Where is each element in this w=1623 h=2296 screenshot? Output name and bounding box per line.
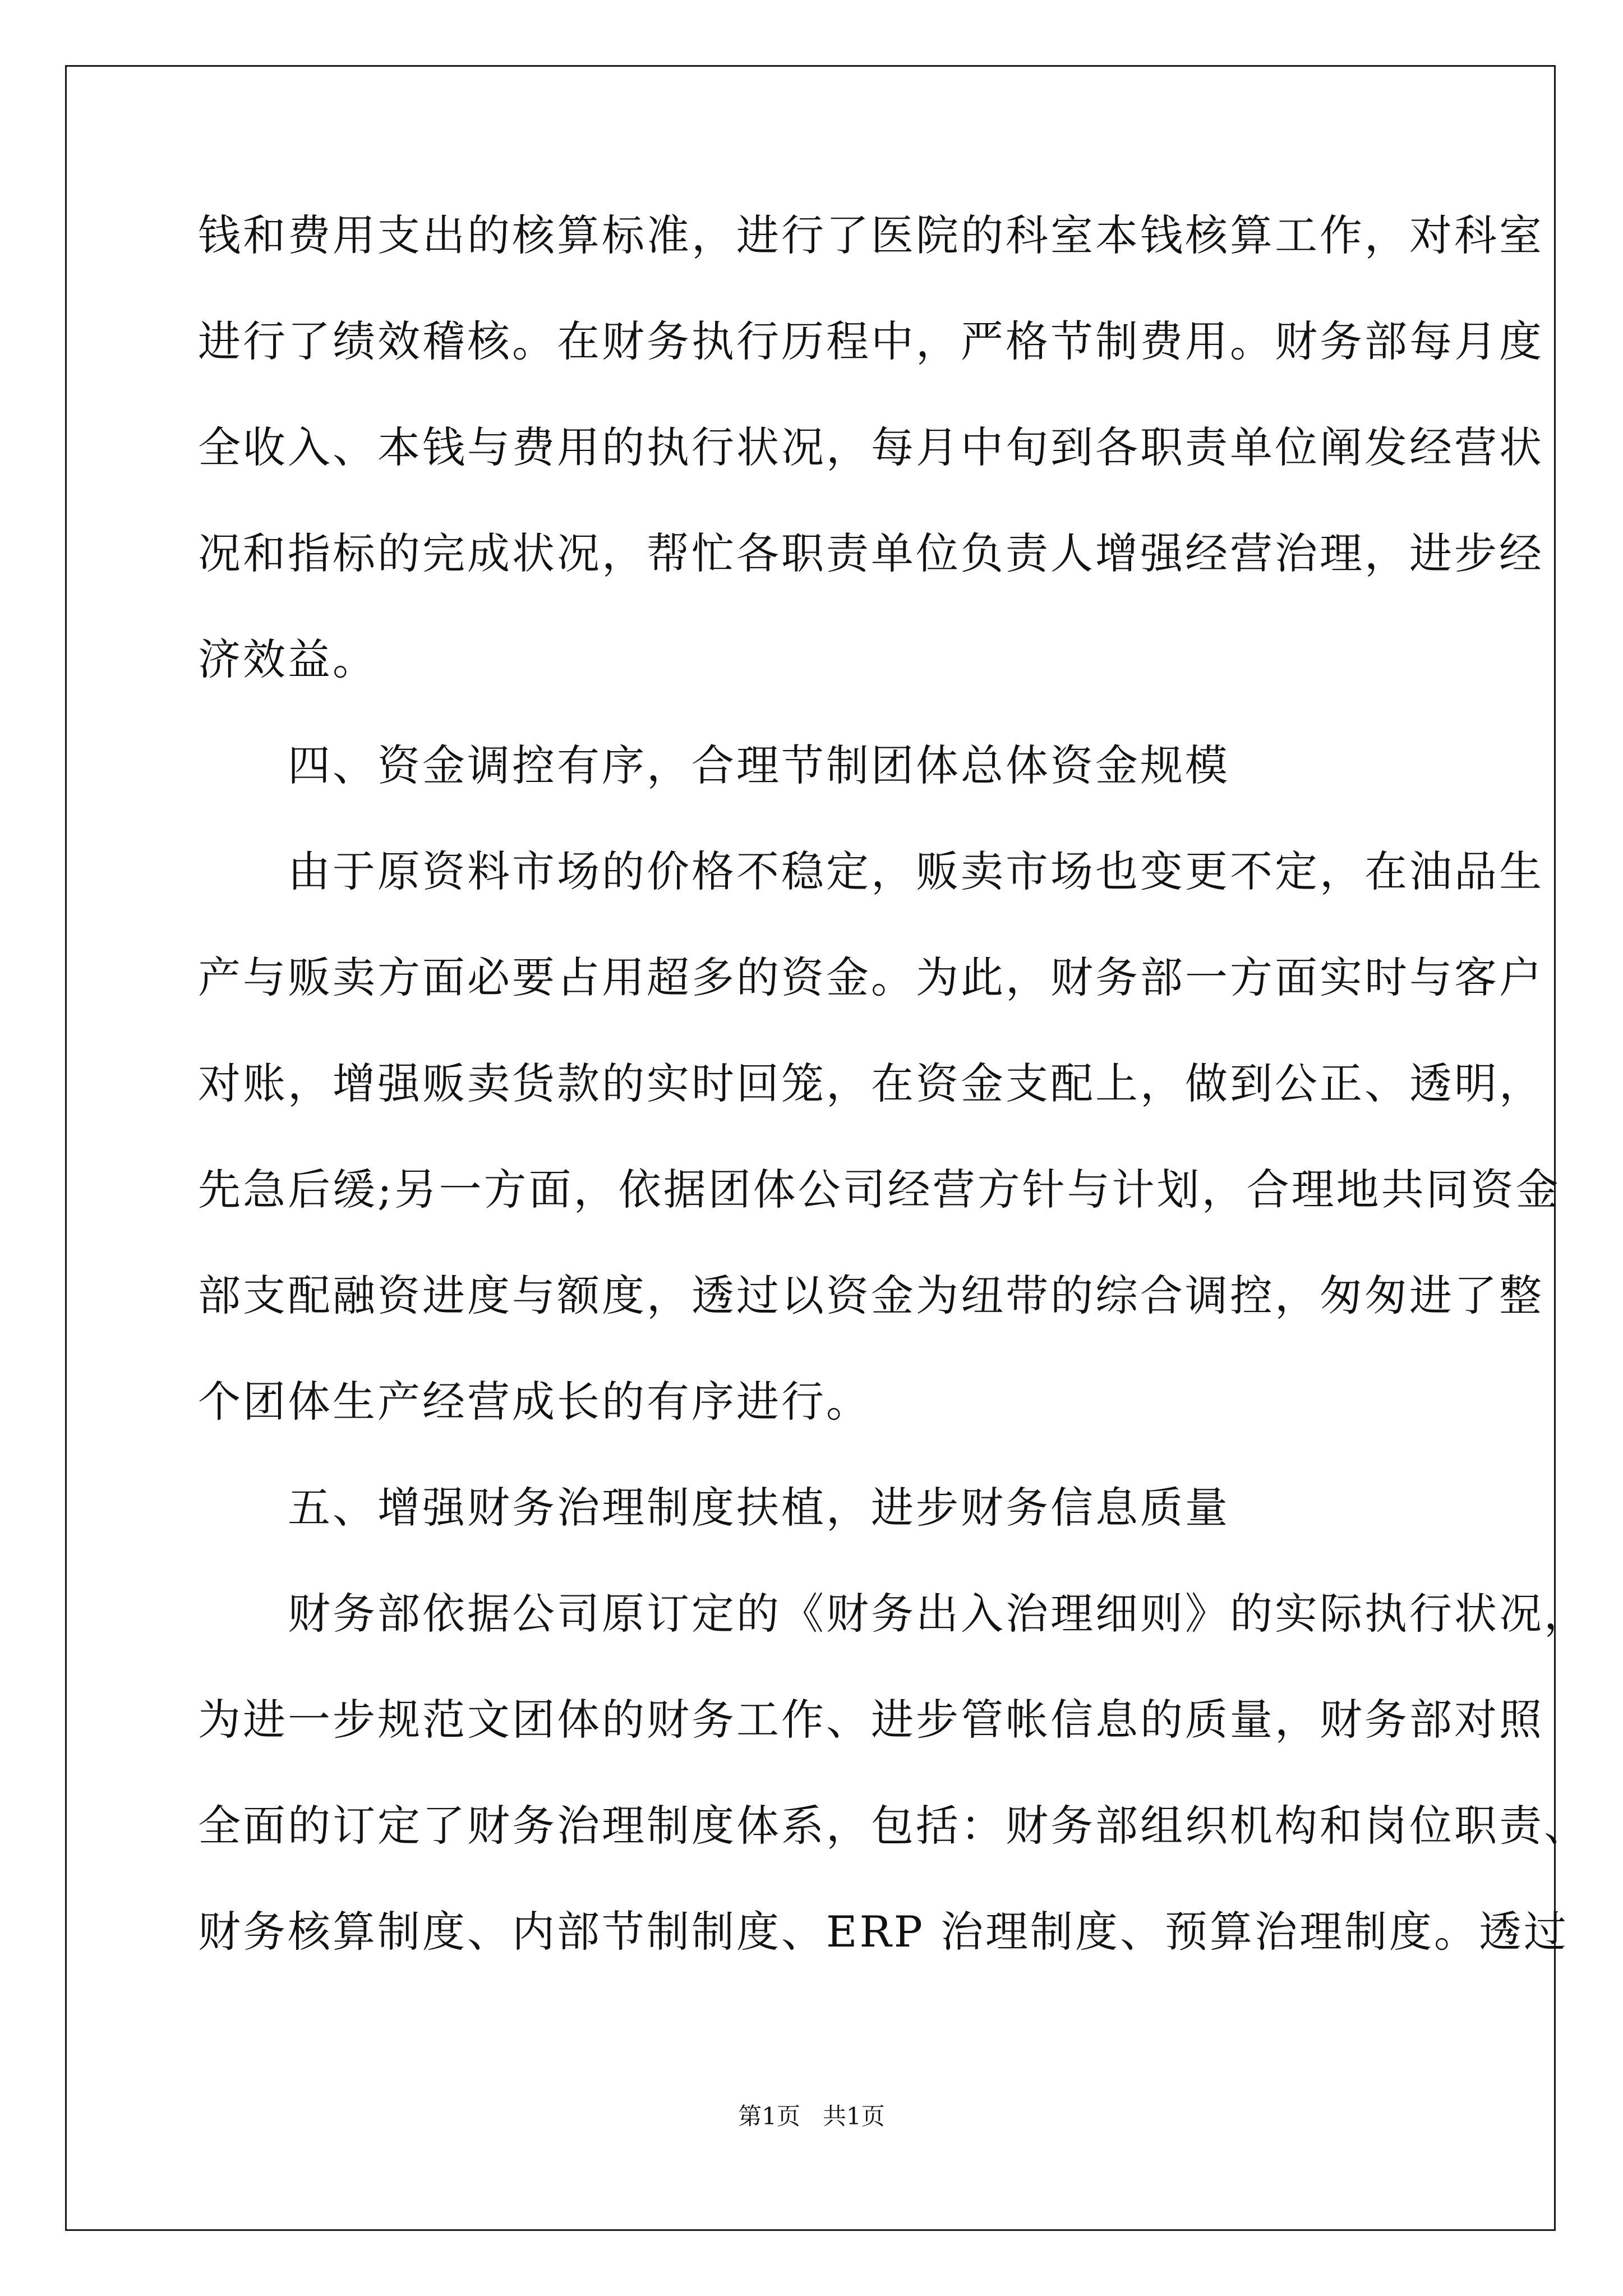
section-heading: 五、增强财务治理制度扶植，进步财务信息质量 — [198, 1483, 1230, 1533]
text-line: 济效益。 — [198, 634, 377, 684]
text-line: 全收入、本钱与费用的执行状况，每月中旬到各职责单位阐发经营状 — [198, 422, 1544, 472]
text-line: 财务核算制度、内部节制制度、ERP 治理制度、预算治理制度。透过 — [198, 1907, 1569, 1957]
text-line: 财务部依据公司原订定的《财务出入治理细则》的实际执行状况， — [198, 1589, 1589, 1639]
text-line: 先急后缓;另一方面，依据团体公司经营方针与计划，合理地共同资金 — [198, 1165, 1561, 1214]
text-line: 进行了绩效稽核。在财务执行历程中，严格节制费用。财务部每月度 — [198, 316, 1544, 366]
text-line: 个团体生产经营成长的有序进行。 — [198, 1377, 871, 1427]
text-line: 由于原资料市场的价格不稳定，贩卖市场也变更不定，在油品生 — [198, 846, 1544, 896]
text-line: 对账，增强贩卖货款的实时回笼，在资金支配上，做到公正、透明， — [198, 1059, 1544, 1108]
text-line: 产与贩卖方面必要占用超多的资金。为此，财务部一方面实时与客户 — [198, 953, 1544, 1002]
page-number: 第1页 共1页 — [738, 2102, 885, 2130]
text-line: 全面的订定了财务治理制度体系，包括：财务部组织机构和岗位职责、 — [198, 1801, 1589, 1851]
text-line: 为进一步规范文团体的财务工作、进步管帐信息的质量，财务部对照 — [198, 1695, 1544, 1745]
text-line: 钱和费用支出的核算标准，进行了医院的科室本钱核算工作，对科室 — [198, 210, 1544, 260]
section-heading: 四、资金调控有序，合理节制团体总体资金规模 — [198, 740, 1230, 790]
text-line: 部支配融资进度与额度，透过以资金为纽带的综合调控，匆匆进了整 — [198, 1271, 1544, 1320]
text-line: 况和指标的完成状况，帮忙各职责单位负责人增强经营治理，进步经 — [198, 528, 1544, 578]
